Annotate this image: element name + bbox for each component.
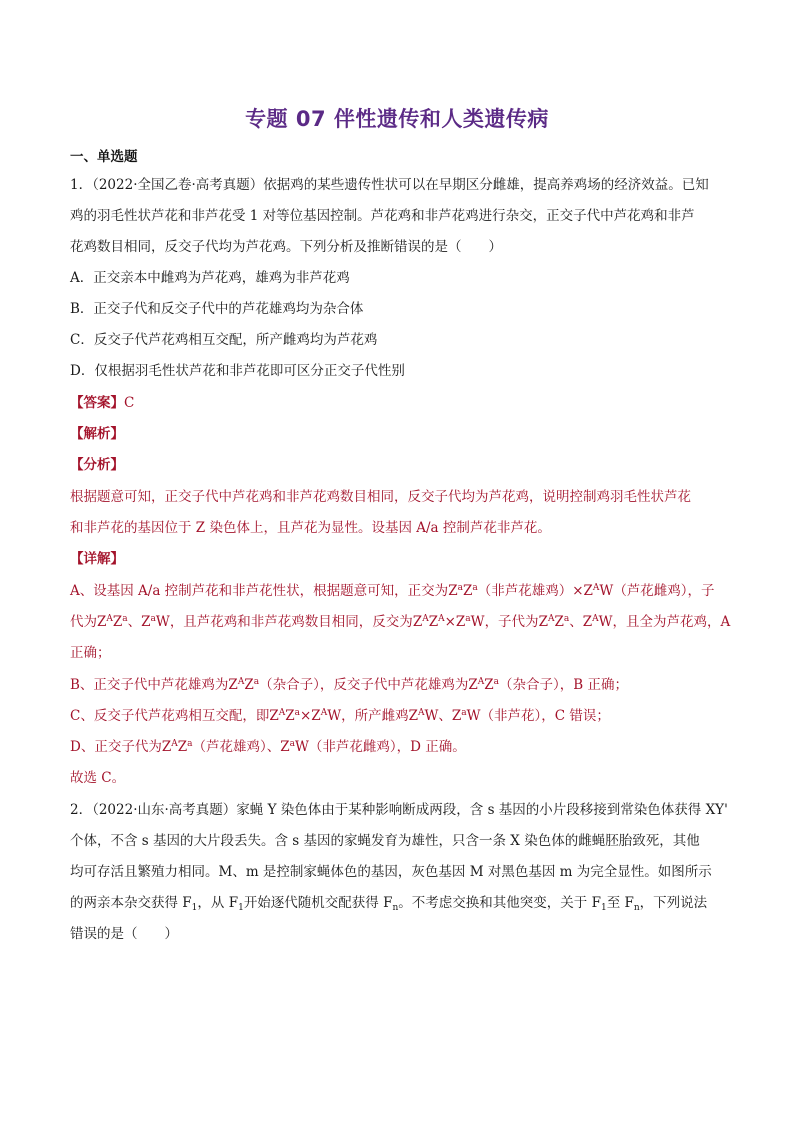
q1-detail-a-line-2: 代为$Z^AZ^a$、$Z^aW$，且芦花鸡和非芦花鸡数目相同，反交为$Z^AZ^A\times Z^aW$，子代为$Z^AZ^a$、$Z^AW$，且全为芦花鸡，A (70, 614, 731, 630)
q2-line-3: 均可存活且繁殖力相同。M、m 是控制家蝇体色的基因，灰色基因 M 对黑色基因 m 为完全显性。如图所示 (70, 864, 712, 880)
q1-xiangjie-label (70, 550, 124, 568)
q1-option-b: B．正交子代和反交子代中的芦花雄鸡均为杂合体 (70, 301, 364, 317)
page-title: 专题 07 伴性遗传和人类遗传病 (245, 107, 549, 131)
fenxi-label: 【分析】 (70, 457, 124, 473)
jiexi-label: 【解析】 (70, 426, 124, 442)
q1-detail-a-line-1: A、设基因 A/a 控制芦花和非芦花性状，根据题意可知，正交为$Z^aZ^a$（非芦花雄鸡）$\times Z^AW$（芦花雌鸡），子 (70, 583, 715, 599)
q1-detail-c: C、反交子代芦花鸡相互交配，即$Z^AZ^a\times Z^AW$，所产雌鸡$Z^AW$、$Z^aW$（非芦花），C 错误； (70, 708, 610, 724)
q1-fenxi-line-2: 和非芦花的基因位于 Z 染色体上，且芦花为显性。设基因 A/a 控制芦花非芦花。 (70, 520, 551, 536)
q1-option-a: A．正交亲本中雌鸡为芦花鸡，雄鸡为非芦花鸡 (70, 270, 350, 286)
q1-stem-line-2: 鸡的羽毛性状芦花和非芦花受 1 对等位基因控制。芦花鸡和非芦花鸡进行杂交，正交子代中芦花鸡和非芦 (70, 208, 695, 224)
q1-detail-b: B、正交子代中芦花雄鸡为$Z^AZ^a$（杂合子），反交子代中芦花雄鸡为$Z^AZ^a$（杂合子），B 正确； (70, 677, 628, 693)
q2-line-1: 2．（2022·山东·高考真题）家蝇 Y 染色体由于某种影响断成两段，含 s 基因的小片段移接到常染色体获得 XY' (70, 802, 728, 818)
q1-detail-a-line-3: 正确； (70, 645, 111, 661)
q1-option-d: D．仅根据羽毛性状芦花和非芦花即可区分正交子代性别 (70, 363, 405, 379)
q1-jiexi-label (70, 425, 124, 443)
q1-fenxi-label (70, 456, 124, 474)
answer-value: C (124, 395, 135, 411)
q2-line-4: 的两亲本杂交获得 $F_1$，从 $F_1$开始逐代随机交配获得 $F_n$。不考虑交换和其他突变，关于 $F_1$至 $F_n$，下列说法 (70, 895, 708, 913)
q1-stem-line-3: 花鸡数目相同，反交子代均为芦花鸡。下列分析及推断错误的是（ ） (70, 239, 502, 255)
q1-conclusion: 故选 C。 (70, 770, 126, 786)
q1-answer (70, 394, 134, 412)
section-heading: 一、单选题 (70, 149, 138, 165)
xiangjie-label: 【详解】 (70, 551, 124, 567)
answer-label: 【答案】 (70, 395, 124, 411)
q1-fenxi-line-1: 根据题意可知，正交子代中芦花鸡和非芦花鸡数目相同，反交子代均为芦花鸡，说明控制鸡羽毛性状芦花 (70, 489, 691, 505)
q2-line-5: 错误的是（ ） (70, 926, 178, 942)
q1-option-c: C．反交子代芦花鸡相互交配，所产雌鸡均为芦花鸡 (70, 332, 378, 348)
q1-detail-d: D、正交子代为$Z^AZ^a$（芦花雄鸡）、$Z^aW$（非芦花雌鸡），D 正确。 (70, 739, 466, 755)
q1-stem-line-1: 1．（2022·全国乙卷·高考真题）依据鸡的某些遗传性状可以在早期区分雌雄，提高养鸡场的经济效益。已知 (70, 177, 709, 193)
q2-line-2: 个体，不含 s 基因的大片段丢失。含 s 基因的家蝇发育为雄性，只含一条 X 染色体的雌蝇胚胎致死，其他 (70, 833, 700, 849)
